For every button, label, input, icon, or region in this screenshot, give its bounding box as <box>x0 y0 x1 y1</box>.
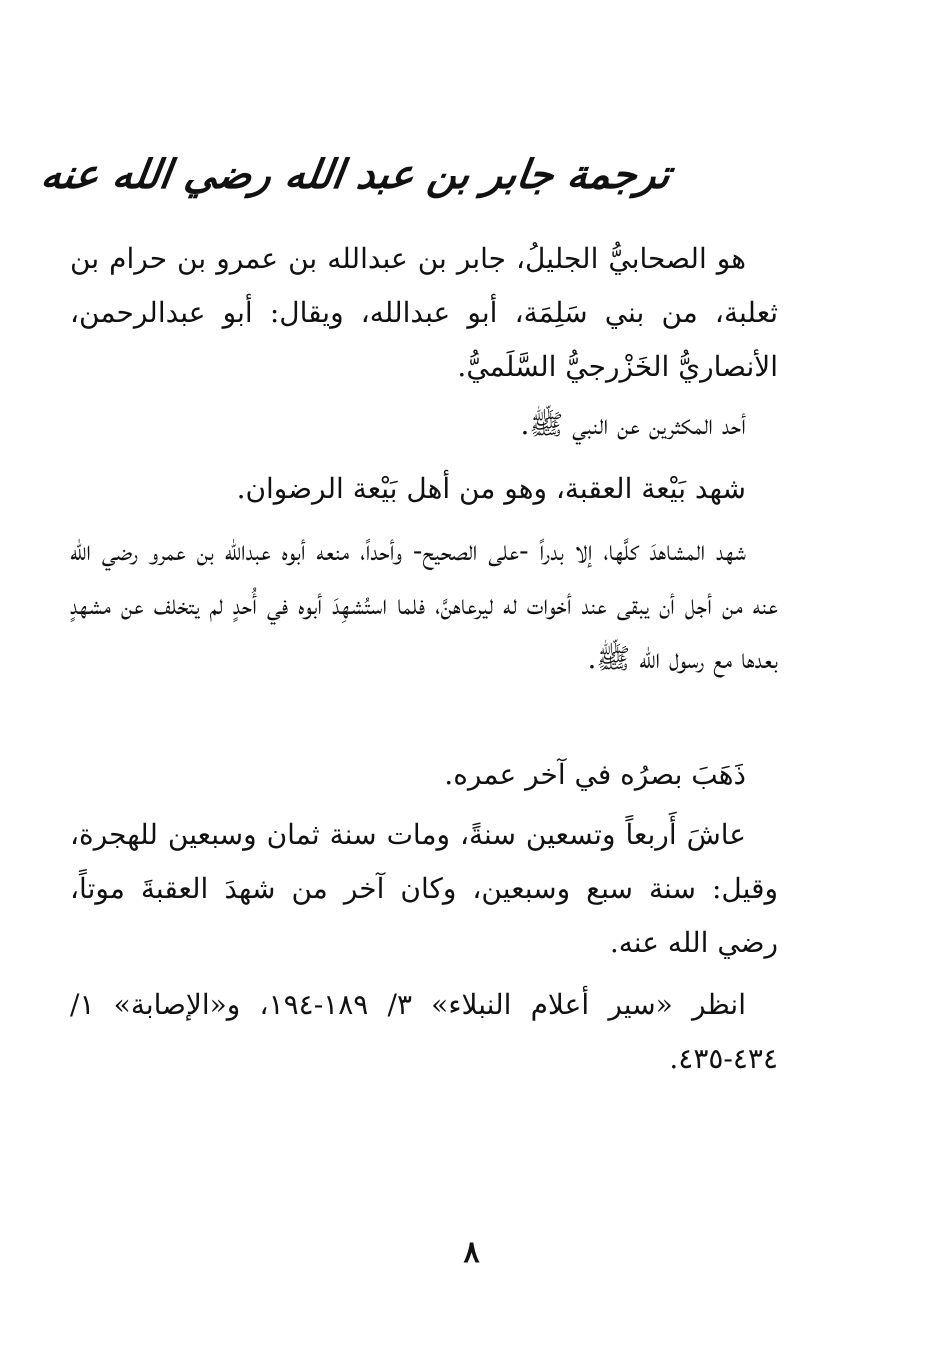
paragraph-narrator <box>70 398 778 452</box>
paragraph-sight <box>70 748 778 802</box>
page-number: ٨ <box>463 1235 480 1270</box>
paragraph-death <box>70 808 778 970</box>
paragraph-aqaba <box>70 462 778 516</box>
paragraph-text: شهد بَيْعة العقبة، وهو من أهل بَيْعة الرضوان. <box>236 472 746 505</box>
paragraph-text: عاشَ أَربعاً وتسعين سنةً، ومات سنة ثمان وسبعين للهجرة، وقيل: سنة سبع وسبعين، وكان آخر من شهدَ العقبةَ موتاً، رضي الله عنه. <box>70 818 778 959</box>
paragraph-biography <box>70 232 778 394</box>
paragraph-text: انظر «سير أعلام النبلاء» ٣/ ١٨٩-١٩٤، و«الإصابة» ١/ ٤٣٤-٤٣٥. <box>70 988 778 1075</box>
paragraph-text: ذَهَبَ بصرُه في آخر عمره. <box>444 758 746 791</box>
paragraph-text: هو الصحابيُّ الجليلُ، جابر بن عبدالله بن عمرو بن حرام بن ثعلبة، من بني سَلِمَة، أبو عبدالله، ويقال: أبو عبدالرحمن، الأنصاريُّ الخَزْرجيُّ السَّلَميُّ. <box>70 242 778 383</box>
section-heading: ترجمة جابر بن عبد الله رضي الله عنه <box>38 152 674 198</box>
paragraph-text: أحد المكثرين عن النبي ﷺ. <box>520 408 746 441</box>
paragraph-battles <box>70 524 778 686</box>
paragraph-text: شهد المشاهدَ كلَّها، إلا بدراً -على الصحيح- وأحداً، منعه أبوه عبدالله بن عمرو رضي الله عنه من أجل أن يبقى عند أخوات له ليرعاهنَّ، فلما استُشهِدَ أبوه في أُحدٍ لم يتخلف عن مشهدٍ بعدها مع رسول الله ﷺ. <box>70 534 778 675</box>
paragraph-references <box>70 978 778 1086</box>
